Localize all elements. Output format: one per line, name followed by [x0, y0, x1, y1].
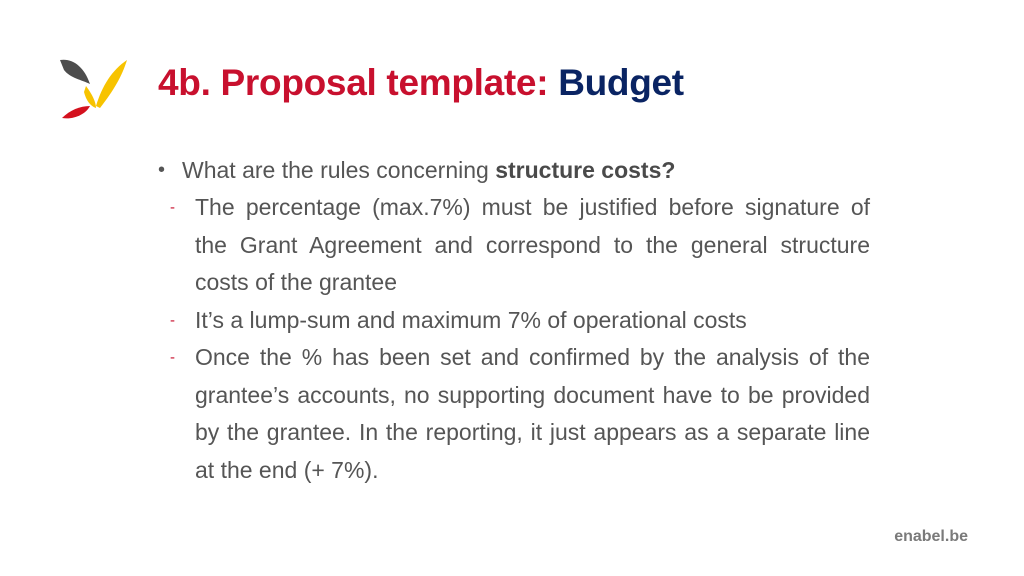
list-item-text: It’s a lump-sum and maximum 7% of operational costs	[195, 306, 747, 333]
dash-marker: -	[170, 199, 175, 216]
title-budget: Budget	[558, 62, 684, 103]
list-item-text: Once the % has been set and confirmed by the analysis of the grantee’s accounts, no supporting document have to be provided by the grantee. In the reporting, it just appears as a separate line at the end (+ 7%).	[195, 344, 870, 483]
list-item	[158, 339, 870, 489]
bullet-text: What are the rules concerning	[182, 157, 496, 183]
dash-marker: -	[170, 349, 175, 366]
list-item-text: The percentage (max.7%) must be justified before signature of the Grant Agreement and correspond to the general structure costs of the grantee	[195, 194, 870, 295]
enabel-logo	[56, 56, 128, 122]
title-prefix: 4b. Proposal template:	[158, 62, 559, 103]
main-bullet	[158, 152, 870, 189]
sub-bullet-list	[158, 189, 870, 489]
enabel-bird-logo-icon	[56, 56, 128, 122]
page-title	[158, 58, 684, 108]
slide-content	[158, 152, 870, 489]
bullet-bold-text: structure costs?	[495, 157, 676, 183]
footer-url: enabel.be	[894, 528, 968, 545]
list-item	[158, 189, 870, 302]
bullet-dot-icon: •	[158, 159, 166, 181]
list-item	[158, 302, 870, 340]
dash-marker: -	[170, 311, 175, 329]
